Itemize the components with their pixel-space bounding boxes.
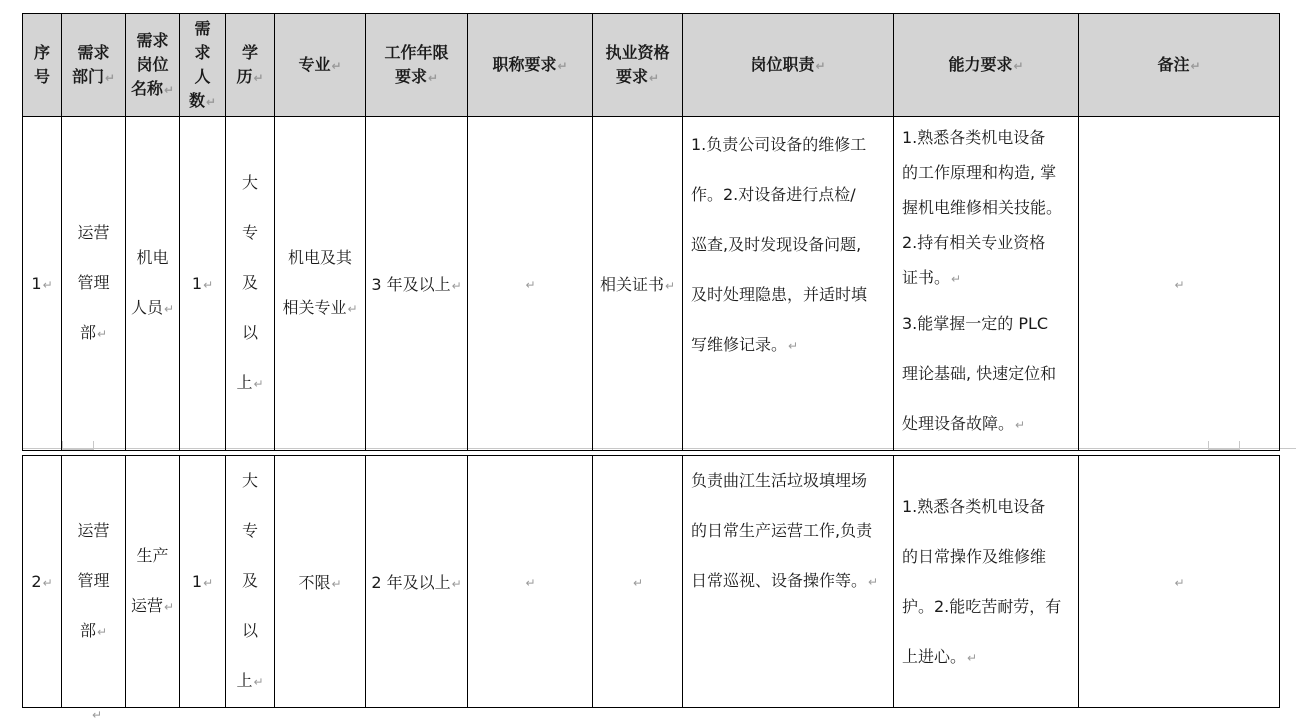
cell-duty: 负责曲江生活垃圾填埋场 的日常生产运营工作,负责 日常巡视、设备操作等。↵: [683, 456, 894, 708]
header-ability: 能力要求↵: [894, 14, 1079, 117]
cell-title: ↵: [468, 456, 593, 708]
cell-cert: 相关证书↵: [593, 117, 683, 451]
cell-dept: 运营 管理 部↵: [62, 117, 126, 451]
cell-major: 不限↵: [275, 456, 366, 708]
cell-post: 机电 人员↵: [126, 117, 180, 451]
header-cert: 执业资格 要求↵: [593, 14, 683, 117]
job-requirements-table-page2: [22, 455, 1280, 708]
header-remark: 备注↵: [1079, 14, 1280, 117]
cell-cert: ↵: [593, 456, 683, 708]
cell-seq: 1↵: [23, 117, 62, 451]
cell-edu: 大 专 及 以 上↵: [226, 117, 275, 451]
header-years: 工作年限 要求↵: [366, 14, 468, 117]
cell-seq: 2↵: [23, 456, 62, 708]
cell-ability: 1.熟悉各类机电设备 的工作原理和构造, 掌 握机电维修相关技能。 2.持有相关专业资格 证书。↵ 3.能掌握一定的 PLC 理论基础, 快速定位和 处理设备故障。↵: [894, 117, 1079, 451]
header-dept: 需求 部门↵: [62, 14, 126, 117]
table-header-row: [23, 14, 1280, 117]
cell-duty: 1.负责公司设备的维修工 作。2.对设备进行点检/ 巡查,及时发现设备问题, 及时处理隐患，并适时填 写维修记录。↵: [683, 117, 894, 451]
cell-ability: 1.熟悉各类机电设备 的日常操作及维修维 护。2.能吃苦耐劳，有 上进心。↵: [894, 456, 1079, 708]
cell-major: 机电及其 相关专业↵: [275, 117, 366, 451]
table-row: [23, 456, 1280, 708]
table-row: [23, 117, 1280, 451]
header-count: 需 求 人 数↵: [180, 14, 226, 117]
cell-dept: 运营 管理 部↵: [62, 456, 126, 708]
cell-years: 3 年及以上↵: [366, 117, 468, 451]
header-seq: 序 号: [23, 14, 62, 117]
header-post: 需求 岗位 名称↵: [126, 14, 180, 117]
cell-edu: 大 专 及 以 上↵: [226, 456, 275, 708]
cell-post: 生产 运营↵: [126, 456, 180, 708]
trailing-paragraph-mark: ↵: [92, 708, 103, 722]
job-requirements-table-page1: [22, 13, 1280, 451]
cell-title: ↵: [468, 117, 593, 451]
cell-remark: ↵: [1079, 456, 1280, 708]
header-duty: 岗位职责↵: [683, 14, 894, 117]
cell-years: 2 年及以上↵: [366, 456, 468, 708]
header-edu: 学 历↵: [226, 14, 275, 117]
header-major: 专业↵: [275, 14, 366, 117]
cell-count: 1↵: [180, 456, 226, 708]
cell-count: 1↵: [180, 117, 226, 451]
header-title: 职称要求↵: [468, 14, 593, 117]
cell-remark: ↵: [1079, 117, 1280, 451]
